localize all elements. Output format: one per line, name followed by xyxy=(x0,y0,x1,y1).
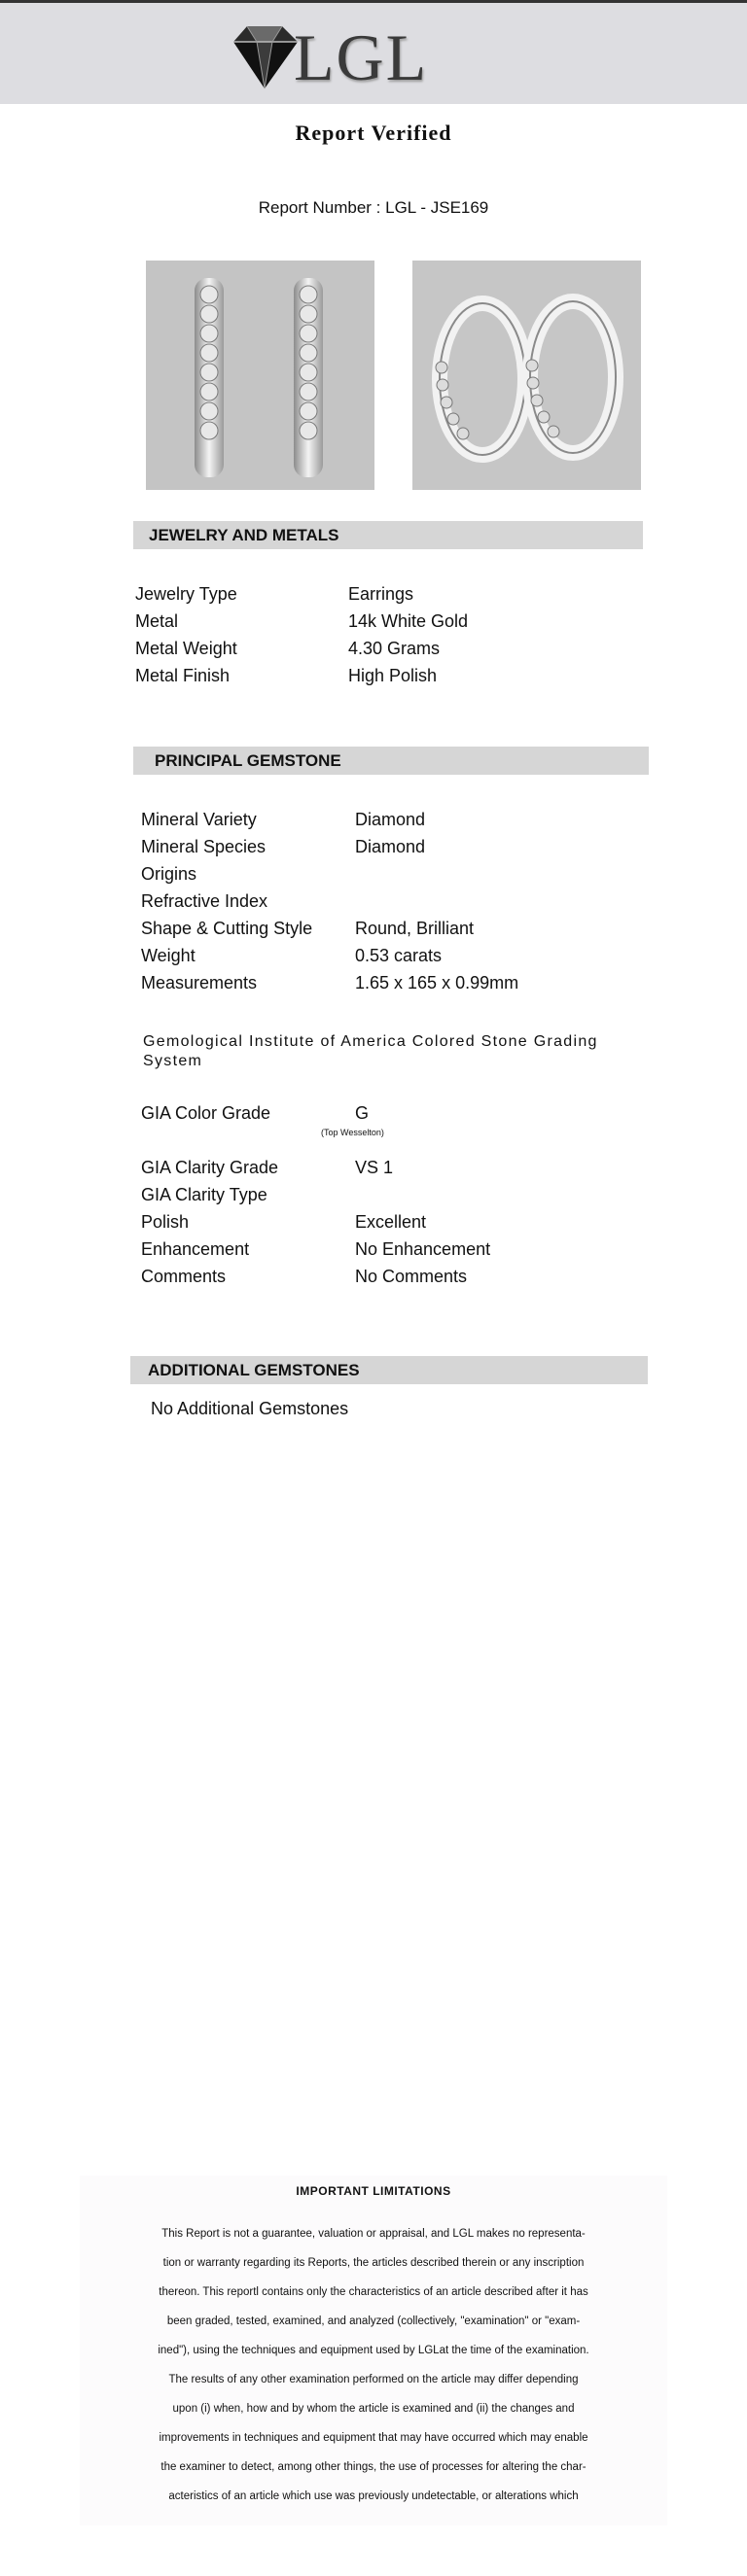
limitations-line: acteristics of an article which use was previously undetectable, or alterations which xyxy=(168,2490,579,2502)
mineral-species-label: Mineral Species xyxy=(141,837,267,856)
refractive-index-label: Refractive Index xyxy=(141,891,268,911)
measurements-value: 1.65 x 165 x 0.99mm xyxy=(355,973,519,992)
jewelry-section-header: JEWELRY AND METALS xyxy=(133,521,643,549)
limitations-line: upon (i) when, how and by whom the article is examined and (ii) the changes and xyxy=(172,2403,575,2415)
lgl-logo xyxy=(226,18,479,92)
enhancement-label: Enhancement xyxy=(141,1239,250,1259)
gia-clarity-type-label: GIA Clarity Type xyxy=(141,1185,267,1204)
additional-gemstones-text: No Additional Gemstones xyxy=(151,1399,349,1418)
additional-gemstones-header: ADDITIONAL GEMSTONES xyxy=(130,1356,648,1384)
metal-weight-value: 4.30 Grams xyxy=(348,639,441,658)
shape-cutting-value: Round, Brilliant xyxy=(355,919,475,938)
comments-value: No Comments xyxy=(355,1267,468,1286)
gia-clarity-grade-value: VS 1 xyxy=(355,1158,394,1177)
metal-label: Metal xyxy=(135,611,179,631)
polish-label: Polish xyxy=(141,1212,190,1232)
earrings-side-photo xyxy=(412,261,641,490)
mineral-species-value: Diamond xyxy=(355,837,426,856)
metal-finish-value: High Polish xyxy=(348,666,438,685)
color-grade-note: (Top Wesselton) xyxy=(321,1128,384,1137)
limitations-line: the examiner to detect, among other things, the use of processes for altering the char- xyxy=(160,2461,587,2473)
grading-lab-name: Gemological Institute of America Colored Stone Grading System xyxy=(143,1033,598,1069)
metal-weight-label: Metal Weight xyxy=(135,639,237,658)
limitations-title: IMPORTANT LIMITATIONS xyxy=(296,2184,451,2198)
polish-value: Excellent xyxy=(355,1212,427,1232)
gia-color-grade-value: G xyxy=(355,1103,370,1123)
limitations-line: ined"), using the techniques and equipment used by LGLat the time of the examination. xyxy=(158,2345,589,2356)
shape-cutting-label: Shape & Cutting Style xyxy=(141,919,313,938)
limitations-line: This Report is not a guarantee, valuation or appraisal, and LGL makes no representa- xyxy=(161,2228,586,2240)
logo-text: LGL xyxy=(294,20,429,94)
metal-finish-label: Metal Finish xyxy=(135,666,231,685)
limitations-line: tion or warranty regarding its Reports, the articles described therein or any inscription xyxy=(162,2257,585,2269)
gia-clarity-grade-label: GIA Clarity Grade xyxy=(141,1158,279,1177)
measurements-label: Measurements xyxy=(141,973,258,992)
jewelry-type-value: Earrings xyxy=(348,584,414,604)
limitations-line: The results of any other examination performed on the article may differ depending xyxy=(168,2374,579,2385)
origins-label: Origins xyxy=(141,864,197,884)
jewelry-type-label: Jewelry Type xyxy=(135,584,237,604)
principal-gemstone-header: PRINCIPAL GEMSTONE xyxy=(133,747,649,775)
mineral-variety-label: Mineral Variety xyxy=(141,810,257,829)
enhancement-value: No Enhancement xyxy=(355,1239,491,1259)
comments-label: Comments xyxy=(141,1267,227,1286)
page-title: Report Verified xyxy=(295,121,452,145)
weight-label: Weight xyxy=(141,946,196,965)
earrings-front-photo xyxy=(146,261,374,490)
limitations-line: improvements in techniques and equipment that may have occurred which may enable xyxy=(159,2432,588,2444)
limitations-line: been graded, tested, examined, and analyzed (collectively, "examination" or "exam- xyxy=(166,2315,581,2327)
report-header xyxy=(0,0,747,104)
weight-value: 0.53 carats xyxy=(355,946,443,965)
gia-color-grade-label: GIA Color Grade xyxy=(141,1103,271,1123)
mineral-variety-value: Diamond xyxy=(355,810,426,829)
metal-value: 14k White Gold xyxy=(348,611,469,631)
diamond-icon xyxy=(226,20,303,94)
report-number: Report Number : LGL - JSE169 xyxy=(258,198,489,217)
limitations-line: thereon. This reportl contains only the characteristics of an article described after it has xyxy=(159,2286,588,2298)
